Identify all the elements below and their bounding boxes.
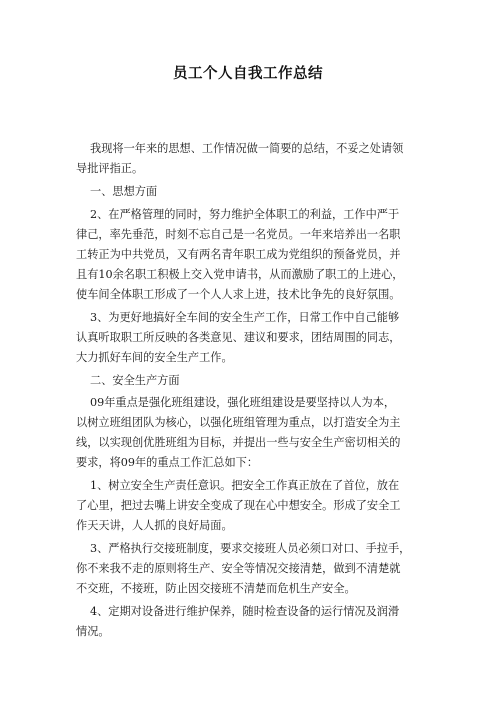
text-line: 你不来我不走的原则将生产、安全等情况交接清楚，做到不清楚就: [76, 562, 401, 576]
text-line: 二、安全生产方面: [90, 373, 180, 387]
section-heading: [76, 182, 420, 202]
text-line: 律己，率先垂范，时刻不忘自己是一名党员。一年来培养出一名职: [76, 227, 401, 241]
text-line: 以树立班组团队为核心，以强化班组管理为重点，以打造安全为主: [76, 416, 401, 430]
paragraph: [76, 476, 420, 536]
text-line: 且有10余名职工积极上交入党申请书，从而激励了职工的上进心，: [76, 267, 404, 281]
text-line: 3、严格执行交接班制度，要求交接班人员必须口对口、手拉手，: [90, 542, 411, 556]
text-line: 不交班，不接班，防止因交接班不清楚而危机生产安全。: [76, 582, 356, 596]
text-line: 线，以实现创优胜班组为目标，并提出一些与安全生产密切相关的: [76, 436, 401, 450]
text-line: 作天天讲，人人抓的良好局面。: [76, 519, 233, 533]
paragraph: [76, 539, 420, 599]
text-line: 认真听取职工所反映的各类意见、建议和要求，团结周围的同志，: [76, 330, 401, 344]
text-line: 使车间全体职工形成了一个人人求上进，技术比争先的良好氛围。: [76, 287, 401, 301]
text-line: 了心里，把过去嘴上讲安全变成了现在心中想安全。形成了安全工: [76, 499, 401, 513]
text-line: 要求，将09年的重点工作汇总如下：: [76, 456, 259, 470]
text-line: 导批评指正。: [76, 162, 144, 175]
paragraph: [76, 308, 420, 368]
document-title: 员工个人自我工作总结: [173, 65, 323, 82]
paragraph: [76, 602, 420, 642]
text-line: 09年重点是强化班组建设，强化班组建设是要坚持以人为本，: [90, 396, 396, 410]
text-line: 1、树立安全生产责任意识。把安全工作真正放在了首位，放在: [90, 479, 400, 493]
paragraph: [76, 393, 420, 473]
text-line: 我现将一年来的思想、工作情况做一简要的总结，不妥之处请领: [90, 142, 404, 155]
paragraph: [76, 139, 420, 179]
text-line: 工转正为中共党员，又有两名青年职工成为党组织的预备党员，并: [76, 247, 401, 261]
document-body: [76, 139, 420, 645]
section-heading: [76, 371, 420, 391]
text-line: 3、为更好地搞好全车间的安全生产工作，日常工作中自己能够: [90, 310, 400, 324]
text-line: 情况。: [76, 625, 110, 639]
text-line: 4、定期对设备进行维护保养，随时检查设备的运行情况及润滑: [90, 605, 400, 619]
text-line: 2、在严格管理的同时，努力维护全体职工的利益，工作中严于: [90, 207, 400, 221]
paragraph: [76, 205, 420, 305]
text-line: 大力抓好车间的安全生产工作。: [76, 350, 233, 364]
text-line: 一、思想方面: [90, 184, 158, 198]
